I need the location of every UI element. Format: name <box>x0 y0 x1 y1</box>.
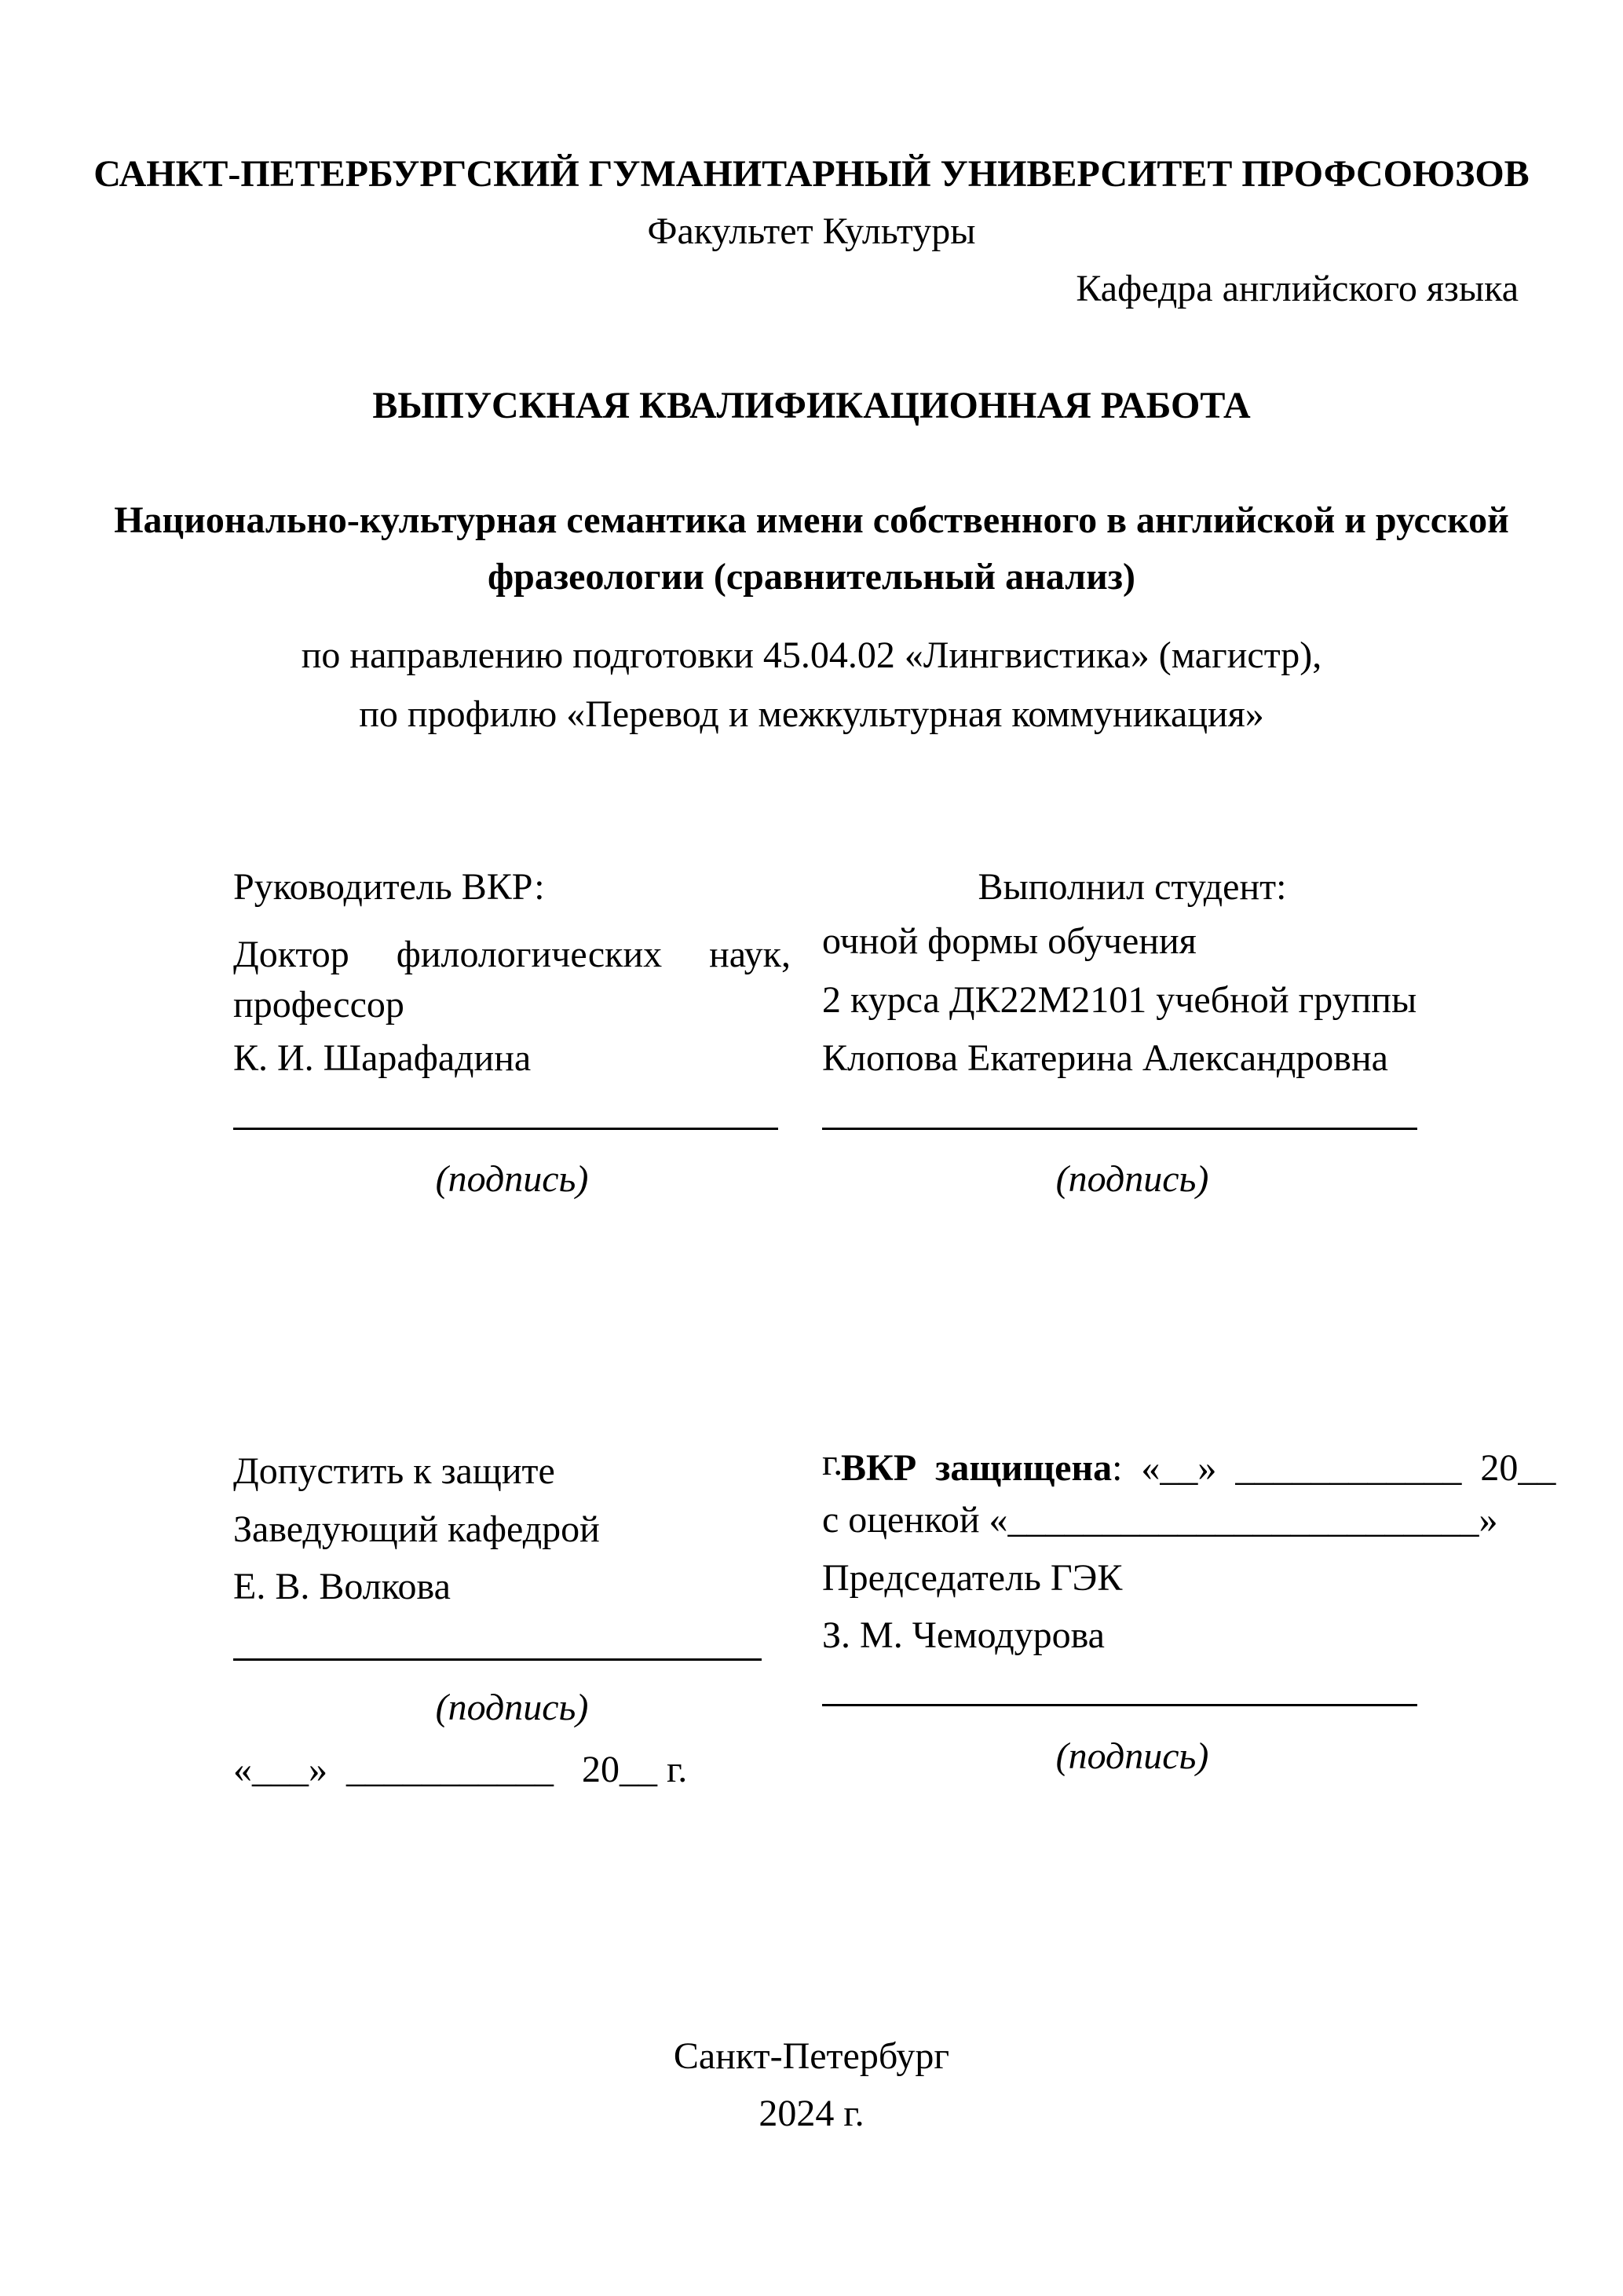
supervisor-degree-line1: Доктор филологических наук, <box>233 934 791 975</box>
supervisor-signature-caption: (подпись) <box>435 1158 589 1200</box>
student-study-form: очной формы обучения <box>822 920 1197 962</box>
direction-line2: по профилю «Перевод и межкультурная коммуникация» <box>359 693 1264 735</box>
direction-line1: по направлению подготовки 45.04.02 «Лингвистика» (магистр), <box>301 634 1322 676</box>
faculty-name: Факультет Культуры <box>647 210 976 252</box>
supervisor-name: К. И. Шарафадина <box>233 1037 532 1079</box>
admission-label: Допустить к защите <box>233 1450 555 1492</box>
commission-chair-name: З. М. Чемодурова <box>822 1614 1105 1656</box>
supervisor-degree-line2: профессор <box>233 984 404 1026</box>
chair-signature-caption: (подпись) <box>1055 1735 1209 1777</box>
supervisor-signature-line <box>233 1128 778 1130</box>
supervisor-label: Руководитель ВКР: <box>233 866 545 908</box>
defense-label: ВКР защищена <box>841 1447 1113 1489</box>
defense-grade: с оценкой «_________________________» <box>822 1499 1498 1541</box>
commission-chair-role: Председатель ГЭК <box>822 1557 1123 1599</box>
student-signature-caption: (подпись) <box>1055 1158 1209 1200</box>
admission-signature-caption: (подпись) <box>435 1687 589 1728</box>
defense-date: : «__» ____________ 20__ <box>1112 1447 1556 1489</box>
thesis-title-line1: Национально-культурная семантика имени собственного в английской и русской <box>114 499 1509 541</box>
university-name: САНКТ-ПЕТЕРБУРГСКИЙ ГУМАНИТАРНЫЙ УНИВЕРСИТЕТ ПРОФСОЮЗОВ <box>93 153 1530 195</box>
city: Санкт-Петербург <box>673 2035 950 2077</box>
work-type: ВЫПУСКНАЯ КВАЛИФИКАЦИОННАЯ РАБОТА <box>372 385 1251 426</box>
student-label: Выполнил студент: <box>978 866 1287 908</box>
chair-signature-line <box>822 1704 1417 1706</box>
admission-signature-line <box>233 1658 762 1661</box>
student-group: 2 курса ДК22М2101 учебной группы <box>822 979 1417 1021</box>
year: 2024 г. <box>758 2093 865 2134</box>
department-name: Кафедра английского языка <box>1076 268 1519 309</box>
student-signature-line <box>822 1128 1417 1130</box>
defense-year-suffix: г. <box>822 1442 843 1483</box>
student-name: Клопова Екатерина Александровна <box>822 1037 1388 1079</box>
defense-status <box>822 1402 1555 1490</box>
thesis-title-line2: фразеологии (сравнительный анализ) <box>487 556 1136 598</box>
head-of-department-name: Е. В. Волкова <box>233 1566 451 1607</box>
admission-date: «___» ___________ 20__ г. <box>233 1749 688 1790</box>
head-of-department-role: Заведующий кафедрой <box>233 1508 600 1550</box>
